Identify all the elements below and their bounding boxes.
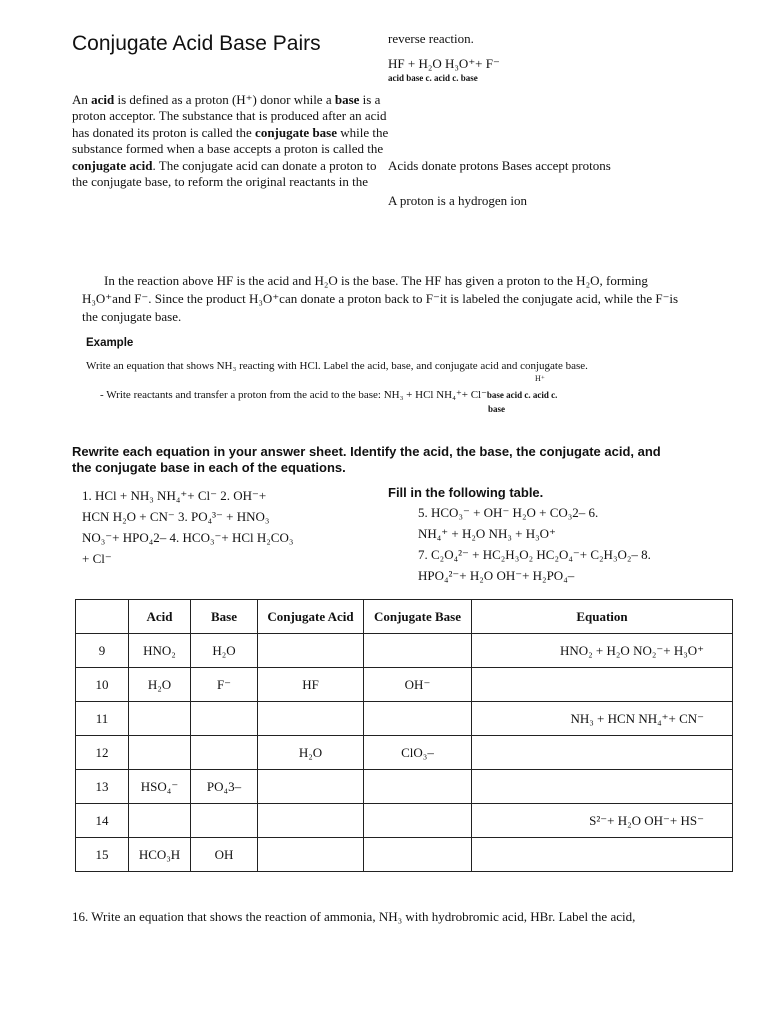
cell-equation (472, 838, 733, 872)
instructions: Rewrite each equation in your answer sheet. Identify the acid, the base, the conjugate acid, and the conjugate base in each of the equations. (72, 444, 661, 475)
acids-bases-note: Acids donate protons Bases accept protons (388, 158, 611, 173)
cell-equation: HNO₂ + H₂O NO₂⁻+ H₃O⁺ (472, 634, 733, 668)
cell-conjugate-acid (258, 634, 364, 668)
row-number: 12 (76, 736, 129, 770)
header-base: Base (191, 600, 258, 634)
example-step (100, 388, 557, 401)
table-row (76, 668, 733, 702)
cell-base (191, 736, 258, 770)
equation-line: 7. C₂O₄²⁻ + HC₂H₃O₂ HC₂O₄⁻+ C₂H₃O₂– 8. (418, 547, 651, 562)
intro-text: An (72, 92, 92, 107)
table-row (76, 634, 733, 668)
cell-conjugate-base (364, 804, 472, 838)
table-row (76, 770, 733, 804)
row-number: 13 (76, 770, 129, 804)
table-header-row (76, 600, 733, 634)
fill-table-heading: Fill in the following table. (388, 485, 544, 500)
equation-line: + Cl⁻ (82, 551, 112, 566)
base-term: base (334, 92, 360, 107)
cell-conjugate-acid (258, 804, 364, 838)
example-step-labels: base acid c. acid c. (486, 390, 558, 400)
intro-paragraph (72, 92, 392, 190)
cell-conjugate-acid: H₂O (258, 736, 364, 770)
cell-equation (472, 770, 733, 804)
cell-base: F⁻ (191, 668, 258, 702)
intro-text: is a proton acceptor. The substance that is produced after an acid has donated its proton is called the (72, 92, 387, 140)
header-equation: Equation (472, 600, 733, 634)
header-acid: Acid (129, 600, 191, 634)
equations-left (82, 485, 382, 569)
table-row (76, 736, 733, 770)
cell-base (191, 804, 258, 838)
header-conjugate-acid: Conjugate Acid (258, 600, 364, 634)
cell-acid (129, 804, 191, 838)
cell-equation (472, 736, 733, 770)
reaction-labels: acid base c. acid c. base (388, 73, 478, 83)
cell-conjugate-base: ClO₃– (364, 736, 472, 770)
header-number (76, 600, 129, 634)
table-row (76, 838, 733, 872)
intro-text: . The conjugate acid can donate a proton to the conjugate base, to reform the original reactants in the (72, 157, 377, 190)
cell-acid: HCO₃H (129, 838, 191, 872)
page-title: Conjugate Acid Base Pairs (72, 32, 321, 55)
cell-conjugate-acid (258, 702, 364, 736)
intro-text: while the substance formed when a base accepts a proton is called the (72, 124, 389, 157)
cell-conjugate-base (364, 634, 472, 668)
cell-base: PO₄3– (191, 770, 258, 804)
reverse-reaction-text: reverse reaction. (388, 31, 474, 46)
row-number: 15 (76, 838, 129, 872)
cell-equation (472, 668, 733, 702)
cell-conjugate-base (364, 702, 472, 736)
cell-conjugate-acid (258, 770, 364, 804)
example-reaction: HF + H₂O H₃O⁺+ F⁻ (388, 56, 500, 71)
cell-conjugate-base: OH⁻ (364, 668, 472, 702)
example-base-label: base (488, 404, 506, 414)
equation-line: HPO₄²⁻+ H₂O OH⁻+ H₂PO₄– (418, 568, 575, 583)
row-number: 14 (76, 804, 129, 838)
equations-right (418, 502, 718, 586)
equation-line: HCN H₂O + CN⁻ 3. PO₄³⁻ + HNO₃ (82, 509, 270, 524)
acid-term: acid (91, 92, 115, 107)
cell-conjugate-acid (258, 838, 364, 872)
cell-conjugate-base (364, 838, 472, 872)
table-row (76, 804, 733, 838)
cell-equation: NH₃ + HCN NH₄⁺+ CN⁻ (472, 702, 733, 736)
cell-base: OH (191, 838, 258, 872)
intro-text: is defined as a proton (H⁺) donor while a (114, 92, 335, 107)
cell-acid (129, 702, 191, 736)
example-h-mark: H⁺ (535, 374, 545, 383)
cell-base (191, 702, 258, 736)
row-number: 9 (76, 634, 129, 668)
cell-conjugate-acid: HF (258, 668, 364, 702)
equation-line: NH₄⁺ + H₂O NH₃ + H₃O⁺ (418, 526, 556, 541)
cell-equation: S²⁻+ H₂O OH⁻+ HS⁻ (472, 804, 733, 838)
header-conjugate-base: Conjugate Base (364, 600, 472, 634)
proton-note: A proton is a hydrogen ion (388, 193, 528, 208)
example-question: Write an equation that shows NH₃ reacting with HCl. Label the acid, base, and conjugate acid and conjugate base. (86, 360, 588, 372)
row-number: 10 (76, 668, 129, 702)
equation-line: 5. HCO₃⁻ + OH⁻ H₂O + CO₃2– 6. (418, 505, 599, 520)
example-heading: Example (86, 337, 134, 349)
cell-acid: H₂O (129, 668, 191, 702)
question-16: 16. Write an equation that shows the reaction of ammonia, NH₃ with hydrobromic acid, HBr. Label the acid, (72, 909, 636, 924)
conjugate-acid-term: conjugate acid (72, 157, 153, 173)
cell-acid: HNO₂ (129, 634, 191, 668)
answer-table (75, 599, 733, 872)
equation-line: 1. HCl + NH₃ NH₄⁺+ Cl⁻ 2. OH⁻+ (82, 488, 267, 503)
row-number: 11 (76, 702, 129, 736)
cell-acid: HSO₄⁻ (129, 770, 191, 804)
explanation-paragraph: In the reaction above HF is the acid and H₂O is the base. The HF has given a proton to the H₂O, forming H₃O⁺and F⁻. Since the product H₃O⁺can donate a proton back to F⁻it is labeled the conjugate acid, while the F⁻is the conjugate base. (82, 273, 679, 324)
cell-acid (129, 736, 191, 770)
cell-conjugate-base (364, 770, 472, 804)
cell-base: H₂O (191, 634, 258, 668)
conjugate-base-term: conjugate base (255, 124, 338, 140)
example-step-text: - Write reactants and transfer a proton from the acid to the base: NH₃ + HCl NH₄⁺+ Cl⁻ (100, 389, 487, 401)
equation-line: NO₃⁻+ HPO₄2– 4. HCO₃⁻+ HCl H₂CO₃ (82, 530, 294, 545)
table-row (76, 702, 733, 736)
